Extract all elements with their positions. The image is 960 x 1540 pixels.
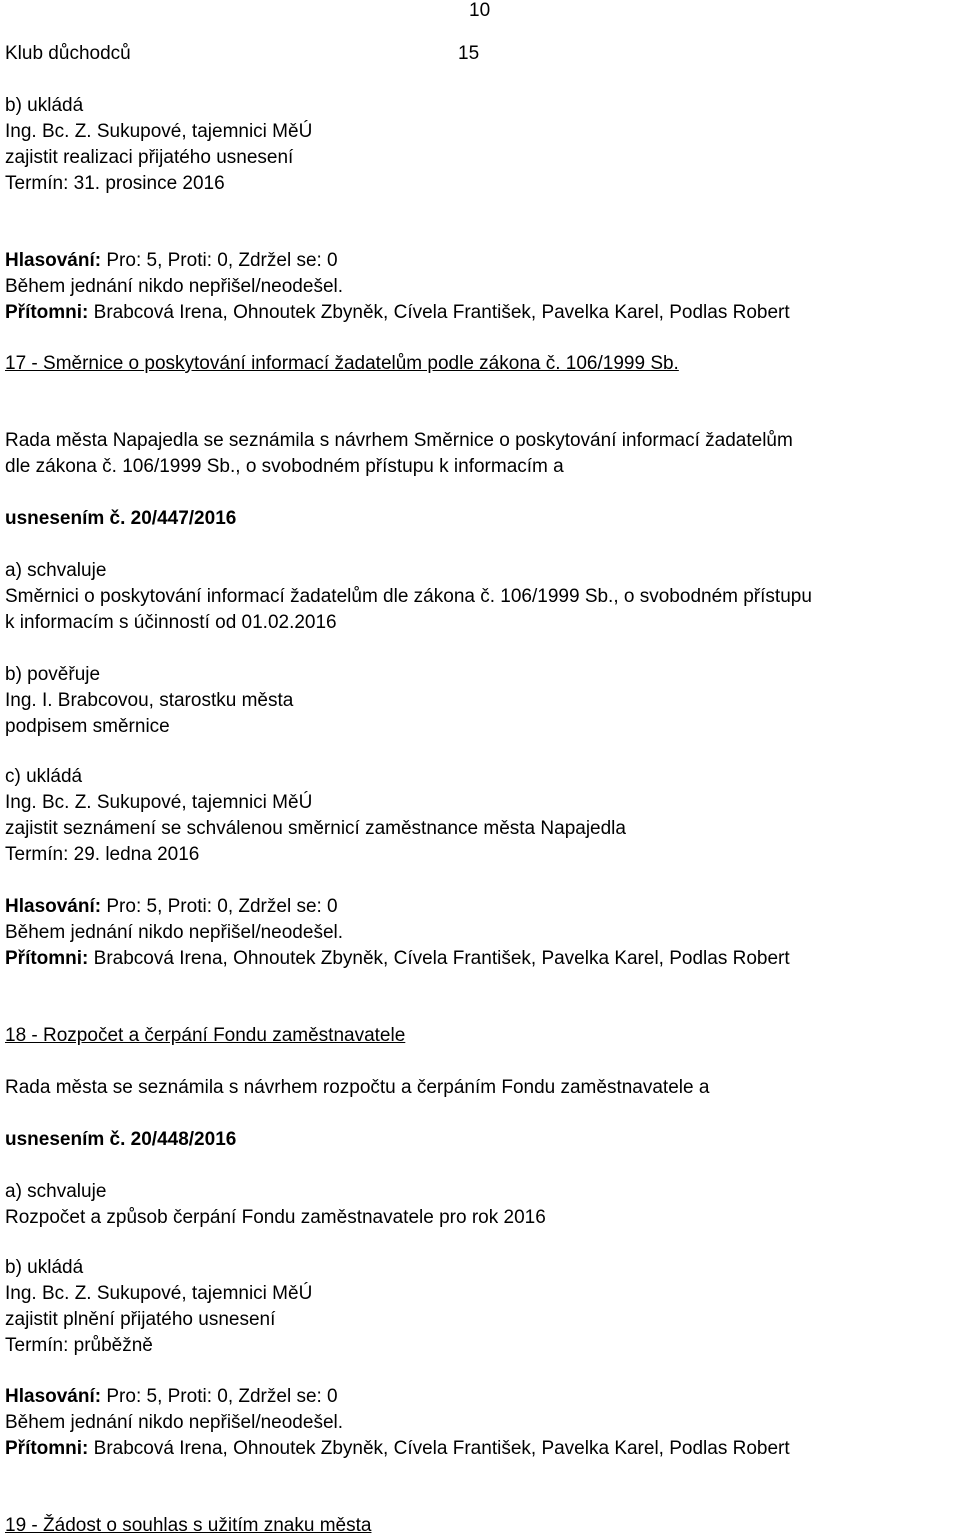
- item18-resolution: usnesením č. 20/448/2016: [5, 1129, 237, 1150]
- item17-absent-line: Během jednání nikdo nepřišel/neodešel.: [5, 922, 344, 943]
- item18-a-text: Rozpočet a způsob čerpání Fondu zaměstnavatele pro rok 2016: [5, 1207, 546, 1228]
- vote-label: Hlasování:: [5, 250, 102, 271]
- item18-vote-line: [5, 1386, 338, 1408]
- item17-resolution: usnesením č. 20/447/2016: [5, 508, 237, 529]
- b-deadline: Termín: 31. prosince 2016: [5, 173, 225, 194]
- club-number: 15: [458, 43, 480, 64]
- item18-b-label: b) ukládá: [5, 1257, 84, 1278]
- absent-line: Během jednání nikdo nepřišel/neodešel.: [5, 276, 344, 297]
- item17-intro-2: dle zákona č. 106/1999 Sb., o svobodném přístupu k informacím a: [5, 456, 564, 477]
- item18-b-deadline: Termín: průběžně: [5, 1335, 153, 1356]
- vote-text: Pro: 5, Proti: 0, Zdržel se: 0: [101, 1386, 338, 1407]
- item17-b-label: b) pověřuje: [5, 664, 101, 685]
- item17-present-line: [5, 948, 790, 970]
- present-label: Přítomni:: [5, 302, 89, 323]
- b-task: zajistit realizaci přijatého usnesení: [5, 147, 294, 168]
- present-text: Brabcová Irena, Ohnoutek Zbyněk, Cívela František, Pavelka Karel, Podlas Robert: [88, 302, 790, 323]
- present-text: Brabcová Irena, Ohnoutek Zbyněk, Cívela František, Pavelka Karel, Podlas Robert: [88, 1438, 790, 1459]
- page-number: 10: [469, 0, 491, 21]
- vote-text: Pro: 5, Proti: 0, Zdržel se: 0: [101, 250, 338, 271]
- vote-label: Hlasování:: [5, 1386, 102, 1407]
- vote-text: Pro: 5, Proti: 0, Zdržel se: 0: [101, 896, 338, 917]
- item18-intro: Rada města se seznámila s návrhem rozpočtu a čerpáním Fondu zaměstnavatele a: [5, 1077, 710, 1098]
- item18-absent-line: Během jednání nikdo nepřišel/neodešel.: [5, 1412, 344, 1433]
- item17-a-text-1: Směrnici o poskytování informací žadatelům dle zákona č. 106/1999 Sb., o svobodném přístupu: [5, 586, 812, 607]
- present-label: Přítomni:: [5, 1438, 89, 1459]
- b-label: b) ukládá: [5, 95, 84, 116]
- club-label: Klub důchodců: [5, 43, 131, 64]
- item17-b-task: podpisem směrnice: [5, 716, 170, 737]
- b-person: Ing. Bc. Z. Sukupové, tajemnici MěÚ: [5, 121, 313, 142]
- item17-intro-1: Rada města Napajedla se seznámila s návrhem Směrnice o poskytování informací žadatelům: [5, 430, 793, 451]
- item18-heading: 18 - Rozpočet a čerpání Fondu zaměstnavatele: [5, 1025, 406, 1046]
- item17-b-person: Ing. I. Brabcovou, starostku města: [5, 690, 294, 711]
- present-text: Brabcová Irena, Ohnoutek Zbyněk, Cívela František, Pavelka Karel, Podlas Robert: [88, 948, 790, 969]
- item18-b-person: Ing. Bc. Z. Sukupové, tajemnici MěÚ: [5, 1283, 313, 1304]
- item17-c-deadline: Termín: 29. ledna 2016: [5, 844, 200, 865]
- present-label: Přítomni:: [5, 948, 89, 969]
- vote-label: Hlasování:: [5, 896, 102, 917]
- item17-heading: 17 - Směrnice o poskytování informací žadatelům podle zákona č. 106/1999 Sb.: [5, 353, 679, 374]
- item17-c-task: zajistit seznámení se schválenou směrnicí zaměstnance města Napajedla: [5, 818, 626, 839]
- item17-a-label: a) schvaluje: [5, 560, 107, 581]
- item17-c-label: c) ukládá: [5, 766, 83, 787]
- item17-vote-line: [5, 896, 338, 918]
- vote-line: [5, 250, 338, 272]
- item17-a-text-2: k informacím s účinností od 01.02.2016: [5, 612, 337, 633]
- item18-b-task: zajistit plnění přijatého usnesení: [5, 1309, 276, 1330]
- item19-heading: 19 - Žádost o souhlas s užitím znaku města: [5, 1515, 372, 1536]
- item17-c-person: Ing. Bc. Z. Sukupové, tajemnici MěÚ: [5, 792, 313, 813]
- present-line: [5, 302, 790, 324]
- item18-a-label: a) schvaluje: [5, 1181, 107, 1202]
- item18-present-line: [5, 1438, 790, 1460]
